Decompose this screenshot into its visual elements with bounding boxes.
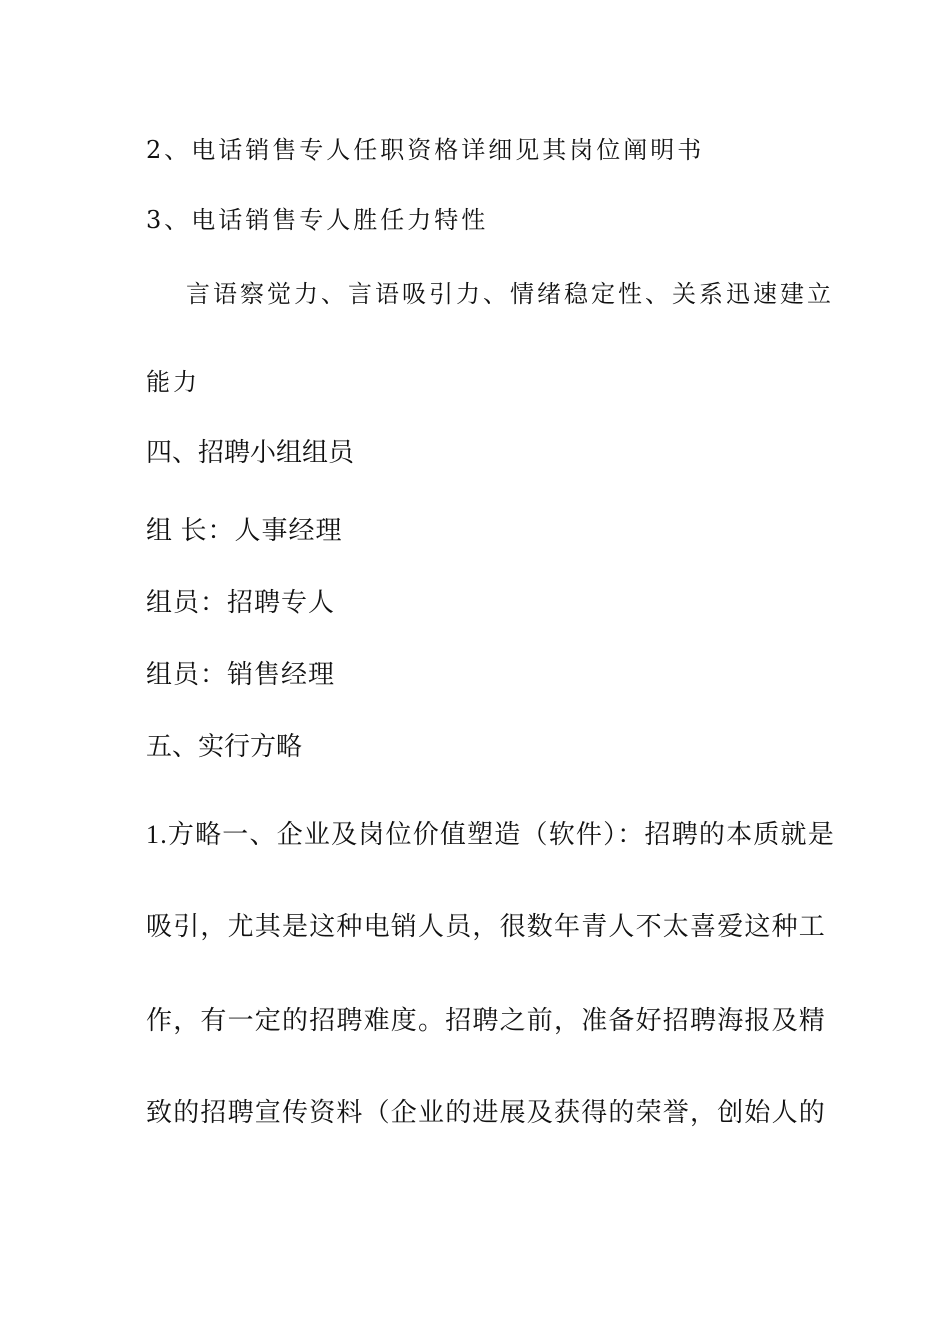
team-member-line-1: 组员：招聘专人 <box>146 588 336 617</box>
requirement-item-3: 3、电话销售专人胜任力特性 <box>146 206 489 234</box>
strategy-paragraph-line-4: 致的招聘宣传资料（企业的进展及获得的荣誉，创始人的 <box>146 1098 827 1127</box>
section-4-heading: 四、招聘小组组员 <box>146 438 355 468</box>
competencies-line-2: 能力 <box>146 368 200 396</box>
requirement-item-2: 2、电话销售专人任职资格详细见其岗位阐明书 <box>146 136 705 164</box>
strategy-paragraph-line-2: 吸引，尤其是这种电销人员，很数年青人不太喜爱这种工 <box>146 912 827 941</box>
strategy-paragraph-line-1: 1.方略一、企业及岗位价值塑造（软件）：招聘的本质就是 <box>146 820 835 849</box>
section-5-heading: 五、实行方略 <box>146 732 303 762</box>
strategy-paragraph-line-3: 作，有一定的招聘难度。招聘之前，准备好招聘海报及精 <box>146 1006 827 1035</box>
team-leader-line: 组 长：人事经理 <box>146 516 343 545</box>
competencies-line-1: 言语察觉力、言语吸引力、情绪稳定性、关系迅速建立 <box>186 280 834 308</box>
team-member-line-2: 组员：销售经理 <box>146 660 336 689</box>
